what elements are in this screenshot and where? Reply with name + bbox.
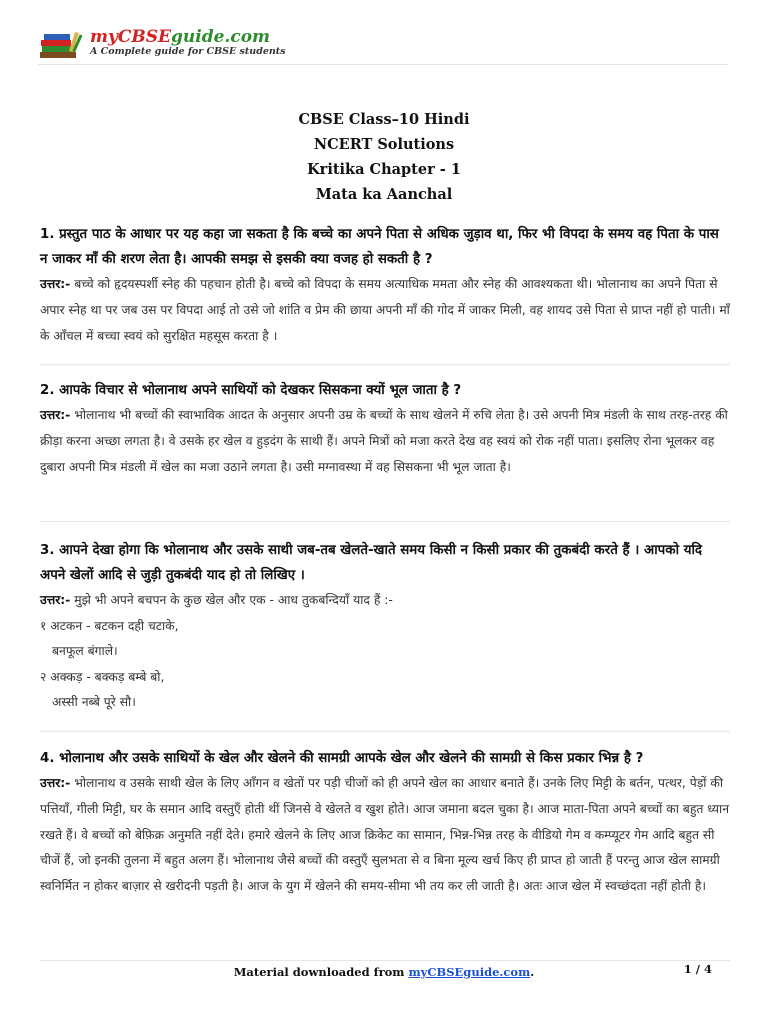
site-header [38,26,728,62]
section-divider [40,731,730,732]
answer-3 [40,588,730,614]
answer-2 [40,403,730,480]
document-title [0,107,768,207]
answer-text: मुझे भी अपने बचपन के कुछ खेल और एक - आध तुकबन्दियाँ याद हैं :- [74,593,393,607]
footer-divider [40,960,730,961]
answer-4 [40,771,730,900]
footer-link[interactable]: myCBSEguide.com [408,965,531,979]
title-line-2: NCERT Solutions [313,136,455,153]
answer-text: भोलानाथ व उसके साथी खेल के लिए आँगन व खेतों पर पड़ी चीजों को ही अपने खेल का आधार बनाते हैं। उनके लिए मिट्टी के बर्तन, पत्थर, पेड़ों की पत्तियाँ, गीली मिट्टी, घर के समान आदि वस्तुएँ होती थीं जिनसे वे खेलते व खुश होते। आज जमाना बदल चुका है। आज माता-पिता अपने बच्चों का बहुत ध्यान रखते हैं। वे बच्चों को बेफ़िक्र अनुमति नहीं देते। हमारे खेलने के लिए आज क्रिकेट का सामान, भिन्न-भिन्न तरह के वीडियो गेम व कम्प्यूटर गेम आदि बहुत सी चीजें हैं, जो इनकी तुलना में बहुत अलग हैं। भोलानाथ जैसे बच्चों की वस्तुएँ सुलभता से व बिना मूल्य खर्च किए ही प्राप्त हो जाती हैं परन्तु आज खेल सामग्री स्वनिर्मित न होकर बाज़ार से खरीदनी पड़ती है। आज के युग में खेलने की समय-सीमा भी तय कर ली जाती है। अतः आज खेल में स्वच्छंदता नहीं होती है। [40,776,730,894]
title-line-1: CBSE Class–10 Hindi [298,111,470,128]
question-3: 3. आपने देखा होगा कि भोलानाथ और उसके साथी जब-तब खेलते-खाते समय किसी न किसी प्रकार की तुकबंदी करते हैं । आपको यदि अपने खेलों आदि से जुड़ी तुकबंदी याद हो तो लिखिए । [40,543,703,583]
question-1: 1. प्रस्तुत पाठ के आधार पर यह कहा जा सकता है कि बच्चे का अपने पिता से अधिक जुड़ाव था, फिर भी विपदा के समय वह पिता के पास न जाकर माँ की शरण लेता है। आपकी समझ से इसकी क्या वजह हो सकती है ? [40,227,719,267]
footer-period: . [530,965,535,979]
qa-block-1 [40,222,730,349]
answer-label: उत्तर:- [40,277,71,291]
question-2: 2. आपके विचार से भोलानाथ अपने साथियों को देखकर सिसकना क्यों भूल जाता है ? [40,383,462,398]
answer-label: उत्तर:- [40,776,71,790]
header-divider [38,64,728,65]
page-number: 1 / 4 [683,962,712,976]
poem-line: बनफूल बंगाले। [52,644,118,659]
answer-label: उत्तर:- [40,593,71,607]
answer-1 [40,272,730,349]
qa-block-4 [40,746,730,900]
title-line-3: Kritika Chapter - 1 [307,161,461,178]
answer-text: बच्चे को हृदयस्पर्शी स्नेह की पहचान होती है। बच्चे को विपदा के समय अत्याधिक ममता और स्नेह की आवश्यकता थी। भोलानाथ का अपने पिता से अपार स्नेह था पर जब उस पर विपदा आई तो उसे जो शांति व प्रेम की छाया अपनी माँ की गोद में जाकर मिली, वह शायद उसे पिता से प्राप्त नहीं हो पाती। माँ के आँचल में बच्चा स्वयं को सुरक्षित महसूस करता है । [40,277,730,343]
logo-tagline: A Complete guide for CBSE students [90,46,286,57]
logo-title: myCBSEguide.com [90,27,271,47]
qa-block-2 [40,378,730,480]
answer-text: भोलानाथ भी बच्चों की स्वाभाविक आदत के अनुसार अपनी उम्र के बच्चों के साथ खेलने में रुचि लेता है। उसे अपनी मित्र मंडली के साथ तरह-तरह की क्रीड़ा करना अच्छा लगता है। वे उसके हर खेल व हुड़दंग के साथी हैं। अपने मित्रों को मजा करते देख वह स्वयं को रोक नहीं पाता। इसलिए रोना भूलकर वह दुबारा अपनी मित्र मंडली में खेल का मजा उठाने लगता है। उसी मग्नावस्था में वह सिसकना भी भूल जाता है। [40,408,728,474]
section-divider [40,364,730,365]
footer-text: Material downloaded from [233,965,405,979]
logo-text[interactable] [90,28,286,58]
books-logo-icon [38,28,84,60]
answer-label: उत्तर:- [40,408,71,422]
question-4: 4. भोलानाथ और उसके साथियों के खेल और खेलने की सामग्री आपके खेल और खेलने की सामग्री से किस प्रकार भिन्न है ? [40,751,644,766]
qa-block-3 [40,538,730,716]
poem-line: १ अटकन - बटकन दही चटाके, [40,618,179,633]
section-divider [40,521,730,522]
poem-line: अस्सी नब्बे पूरे सौ। [52,695,136,710]
title-line-4: Mata ka Aanchal [315,186,453,203]
footer [0,963,768,981]
poem-line: २ अक्कड़ - बक्कड़ बम्बे बो, [40,669,165,684]
